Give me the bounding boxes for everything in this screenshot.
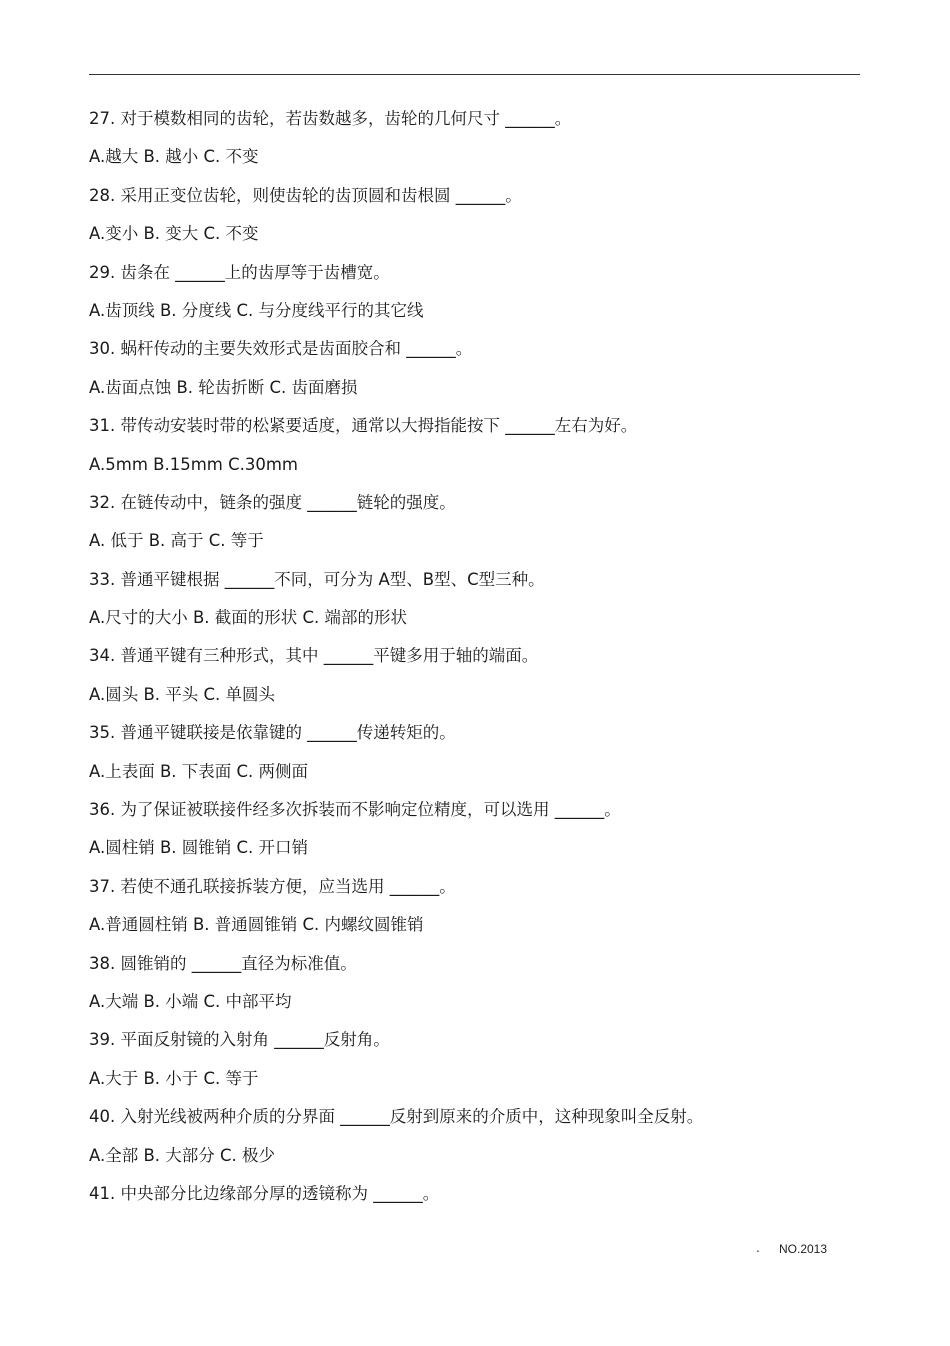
options-27: A.越大 B. 越小 C. 不变 xyxy=(89,147,259,167)
question-41: 41. 中央部分比边缘部分厚的透镜称为 ______。 xyxy=(89,1183,440,1203)
question-35: 35. 普通平键联接是依靠键的 ______传递转矩的。 xyxy=(89,723,456,743)
options-37: A.普通圆柱销 B. 普通圆锥销 C. 内螺纹圆锥销 xyxy=(89,915,424,935)
question-30: 30. 蜗杆传动的主要失效形式是齿面胶合和 ______。 xyxy=(89,339,473,359)
question-29: 29. 齿条在 ______上的齿厚等于齿槽宽。 xyxy=(89,262,390,282)
question-36: 36. 为了保证被联接件经多次拆装而不影响定位精度，可以选用 ______。 xyxy=(89,800,621,820)
question-27: 27. 对于模数相同的齿轮，若齿数越多，齿轮的几何尺寸 ______。 xyxy=(89,109,572,128)
options-36: A.圆柱销 B. 圆锥销 C. 开口销 xyxy=(89,838,309,858)
top-rule xyxy=(89,74,860,75)
options-38: A.大端 B. 小端 C. 中部平均 xyxy=(89,991,292,1011)
options-40: A.全部 B. 大部分 C. 极少 xyxy=(89,1145,276,1165)
question-list xyxy=(89,100,860,1213)
options-31: A.5mm B.15mm C.30mm xyxy=(89,454,298,474)
question-38: 38. 圆锥销的 ______直径为标准值。 xyxy=(89,953,357,973)
question-40: 40. 入射光线被两种介质的分界面 ______反射到原来的介质中，这种现象叫全反射。 xyxy=(89,1107,704,1127)
options-34: A.圆头 B. 平头 C. 单圆头 xyxy=(89,684,276,704)
question-33: 33. 普通平键根据 ______不同，可分为 A型、B型、C型三种。 xyxy=(89,569,545,589)
question-32: 32. 在链传动中，链条的强度 ______链轮的强度。 xyxy=(89,492,456,512)
question-34: 34. 普通平键有三种形式，其中 ______平键多用于轴的端面。 xyxy=(89,646,539,666)
footer-page-label: NO.2013 xyxy=(779,1242,828,1256)
options-39: A.大于 B. 小于 C. 等于 xyxy=(89,1068,259,1088)
options-28: A.变小 B. 变大 C. 不变 xyxy=(89,224,259,244)
question-39: 39. 平面反射镜的入射角 ______反射角。 xyxy=(89,1030,390,1050)
options-30: A.齿面点蚀 B. 轮齿折断 C. 齿面磨损 xyxy=(89,377,358,397)
options-33: A.尺寸的大小 B. 截面的形状 C. 端部的形状 xyxy=(89,608,408,628)
options-32: A. 低于 B. 高于 C. 等于 xyxy=(89,531,264,551)
question-37: 37. 若使不通孔联接拆装方便，应当选用 ______。 xyxy=(89,876,456,896)
question-28: 28. 采用正变位齿轮，则使齿轮的齿顶圆和齿根圆 ______。 xyxy=(89,185,522,205)
options-29: A.齿顶线 B. 分度线 C. 与分度线平行的其它线 xyxy=(89,300,424,320)
question-31: 31. 带传动安装时带的松紧要适度，通常以大拇指能按下 ______左右为好。 xyxy=(89,416,638,436)
footer-dot: . xyxy=(756,1241,760,1255)
options-35: A.上表面 B. 下表面 C. 两侧面 xyxy=(89,761,309,781)
